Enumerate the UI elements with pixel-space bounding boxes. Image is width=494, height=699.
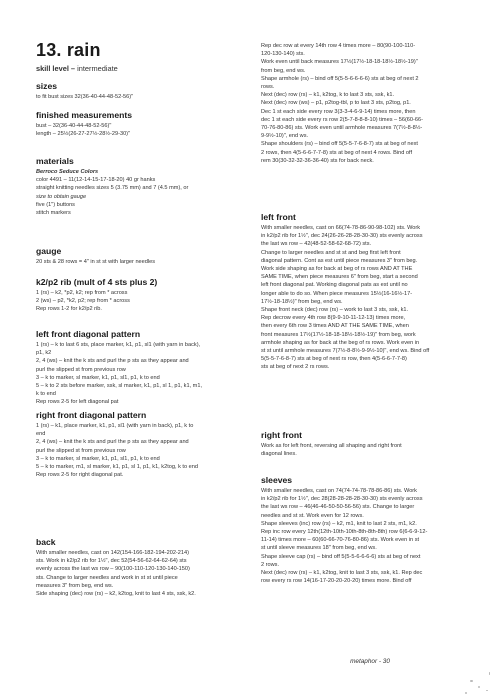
pattern-title: 13. rain: [36, 40, 101, 60]
scan-speck: [489, 672, 490, 675]
rib-line: Rep rows 1-2 for k2/p2 rib.: [36, 306, 102, 313]
sleeves-line: Next (dec) row (rs) – k1, k2tog, knit to last 3 sts, ssk, k1. Rep dec: [261, 570, 423, 577]
back-line: 9-9½-10)", end ws.: [261, 133, 309, 140]
left-diagonal-section: [36, 329, 246, 407]
sizes-heading: sizes: [36, 81, 58, 91]
sleeves-line: Shape sleeves (inc) row (rs) – k2, m1, knit to last 2 sts, m1, k2.: [261, 520, 417, 527]
back-line: 70-76-80-86) sts. Work even until armhole measures 7(7½-8-8½-: [261, 125, 423, 132]
left-front-line: diagonal pattern. Cont as est until piece measures 3" from beg.: [261, 257, 418, 264]
left-front-line: 5(5-5-7-6-8-7) sts at beg of next rs row, then 4(5-6-6-7-7-8): [261, 356, 407, 363]
right-diagonal-line: Rep rows 2-5 for right diagonal pat.: [36, 472, 124, 479]
material-line: color 4491 – 11(12-14-15-17-18-20) 40 gr hanks: [36, 177, 156, 184]
back-line: Next (dec) row (rs) – k1, k2tog, k to last 3 sts, ssk, k1.: [261, 92, 395, 99]
left-front-line: SAME TIME, when piece measures 6" from beg, start a second: [261, 274, 418, 281]
sleeves-line: row every rs row 14(16-17-20-20-20-20) times more. Bind off: [261, 578, 412, 585]
back-line: Shape armhole (rs) – bind off 5(5-5-6-6-6-6) sts at beg of next 2: [261, 75, 419, 82]
measurement-line: length – 25½(26-27-27½-28½-29-30)": [36, 131, 131, 138]
back-line: dec 1 st each side every rs row 2(5-7-8-8-8-10) times – 56(60-66-: [261, 116, 423, 123]
measurement-line: bust – 32(36-40-44-48-52-56)": [36, 123, 112, 129]
back-line: Shape shoulders (rs) – bind off 5(5-5-7-6-8-7) sts at beg of next: [261, 141, 418, 148]
back-line: rem 30(30-32-32-36-36-40) sts for back neck.: [261, 157, 374, 164]
page-footer: metaphor - 30: [350, 658, 390, 665]
sizes-section: [36, 81, 246, 101]
right-diagonal-section: [36, 410, 246, 479]
back-line: measures 3" from beg, end ws.: [36, 582, 114, 589]
scan-speck: [470, 680, 473, 682]
back-line: Dec 1 st each side every row 3(3-3-4-6-9-14) times more, then: [261, 108, 416, 115]
back-section: [36, 537, 246, 598]
material-line: size to obtain gauge: [36, 193, 87, 200]
gauge-heading: gauge: [36, 246, 62, 256]
left-front-line: left front diagonal pat. Working diagonal pats as est until no: [261, 282, 408, 289]
back-line: 120-130-140) sts.: [261, 51, 305, 58]
sleeves-line: 11-14) times more – 60(60-66-70-76-80-86) sts. Work even in st: [261, 537, 420, 544]
sleeves-line: in k2/p2 rib for 1½", dec 28(28-28-28-28-30-30) sts evenly across: [261, 496, 423, 503]
left-diagonal-line: 5 – k to 2 sts before marker, ssk, sl marker, k1, p1, sl 1, p1, k1, m1,: [36, 383, 203, 390]
title-block: [36, 40, 236, 73]
rib-heading: k2/p2 rib (mult of 4 sts plus 2): [36, 277, 158, 287]
back-line: from beg, end ws.: [261, 67, 306, 74]
scan-speck: [478, 686, 480, 688]
sleeves-line: st until sleeve measures 18" from beg, end ws.: [261, 545, 377, 552]
left-diagonal-line: 3 – k to marker, sl marker, k1, p1, sl1, p1, k to end: [36, 374, 160, 381]
right-diagonal-heading: right front diagonal pattern: [36, 410, 147, 420]
back-line: Next (dec) row (ws) – p1, p2tog-tbl, p to last 3 sts, p2tog, p1.: [261, 100, 411, 107]
sleeves-line: Rep inc row every 12th(12th-10th-10th-8th-8th-8th) row 6(6-6-9-12-: [261, 529, 428, 536]
back-line: 2 rows, then 4(5-6-6-7-7-8) sts at beg of next 4 rows. Bind off: [261, 149, 413, 156]
sleeves-line: the last ws row – 46(46-46-50-50-56-56) sts. Change to larger: [261, 504, 415, 511]
left-diagonal-line: Rep rows 2-5 for left diagonal pat: [36, 399, 119, 406]
right-diagonal-line: 1 (rs) – k1, place marker, k1, p1, sl1 (with yarn in back), p1, k to: [36, 423, 194, 429]
right-front-section: [261, 430, 474, 458]
back-line: sts. Work in k2/p2 rib for 1½", dec 52(54-56-62-64-62-64) sts: [36, 558, 187, 565]
back-heading: back: [36, 537, 56, 547]
material-line: stitch markers: [36, 210, 71, 217]
skill-value: intermediate: [77, 64, 118, 73]
sleeves-line: 2 rows.: [261, 561, 280, 568]
gauge-section: [36, 246, 246, 266]
left-diagonal-line: purl the slipped st from previous row: [36, 366, 126, 373]
materials-heading: materials: [36, 156, 74, 166]
left-diagonal-heading: left front diagonal pattern: [36, 329, 141, 339]
right-front-line: diagonal lines.: [261, 451, 297, 458]
left-front-line: sts at beg of next 2 rs rows.: [261, 364, 330, 371]
back-line: rows.: [261, 84, 275, 91]
sleeves-line: With smaller needles, cast on 74(74-74-78-78-86-86) sts. Work: [261, 488, 417, 494]
measurements-section: [36, 110, 246, 138]
back-continued-section: [261, 42, 474, 165]
sleeves-heading: sleeves: [261, 475, 293, 485]
skill-label: skill level: [36, 64, 69, 73]
left-front-line: front measures 17½(17½-18-18-18½-18½-19)" from beg, work: [261, 331, 416, 338]
right-front-heading: right front: [261, 430, 303, 440]
right-diagonal-line: 5 – k to marker, m1, sl marker, k1, p1, sl 1, p1, k1, k2tog, k to end: [36, 464, 198, 471]
materials-section: [36, 156, 246, 217]
sleeves-line: needles and st st. Work even for 12 rows.: [261, 512, 364, 519]
left-diagonal-line: p1, k2: [36, 350, 52, 357]
left-diagonal-line: k to end: [36, 391, 56, 398]
left-front-line: then every 6th row 3 times AND AT THE SAME TIME, when: [261, 323, 409, 330]
left-front-line: Change to larger needles and st st and beg first left front: [261, 249, 401, 256]
skill-level: skill level – intermediate: [36, 64, 118, 73]
rib-line: 1 (rs) – k2, *p2, k2; rep from * across: [36, 290, 128, 296]
back-line: Work even until back measures 17½(17½-18-18-18½-18½-19)": [261, 59, 418, 66]
material-line: five (1") buttons: [36, 201, 75, 208]
rib-line: 2 (ws) – p2, *k2, p2; rep from * across: [36, 298, 130, 305]
scan-speck: [465, 692, 467, 694]
sizes-line: to fit bust sizes 32(36-40-44-48-52-56)": [36, 94, 134, 100]
back-line: Side shaping (dec) row (rs) – k2, k2tog, knit to last 4 sts, ssk, k2.: [36, 591, 196, 598]
back-line: With smaller needles, cast on 142(154-166-182-194-202-214): [36, 550, 189, 556]
right-diagonal-line: 2, 4 (ws) – knit the k sts and purl the p sts as they appear and: [36, 439, 189, 446]
back-line: evenly across the last ws row – 90(100-110-120-130-140-150): [36, 566, 190, 573]
left-front-line: in k2/p2 rib for 1½", dec 24(26-26-28-28-30-30) sts evenly across: [261, 233, 423, 240]
left-front-line: the last ws row – 42(48-52-58-62-68-72) sts.: [261, 241, 372, 248]
right-front-line: Work as for left front, reversing all shaping and right front: [261, 443, 402, 449]
left-front-line: st st until armhole measures 7(7½-8-8½-9-9½-10)", end ws. Bind off: [261, 348, 430, 355]
left-front-line: 17½-18-18½)" from beg, end ws.: [261, 298, 343, 305]
left-diagonal-line: 2, 4 (ws) – knit the k sts and purl the p sts as they appear and: [36, 358, 189, 365]
scan-speck: [486, 690, 488, 691]
measurements-heading: finished measurements: [36, 110, 132, 120]
left-front-section: [261, 212, 474, 372]
back-line: sts. Change to larger needles and work in st st until piece: [36, 574, 178, 581]
right-diagonal-line: end: [36, 431, 46, 438]
yarn-name: Berroco Seduce Colors: [36, 169, 99, 175]
left-front-line: Shape front neck (dec) row (rs) – work to last 3 sts, ssk, k1.: [261, 307, 409, 314]
sleeves-line: Shape sleeve cap (rs) – bind off 5(5-5-6-6-6-6) sts at beg of next: [261, 553, 421, 560]
left-diagonal-line: 1 (rs) – k to last 6 sts, place marker, k1, p1, sl1 (with yarn in back),: [36, 342, 201, 348]
left-front-line: armhole shaping as for back at the beg of rs rows. Work even in: [261, 339, 420, 346]
back-line: Rep dec row at every 14th row 4 times more – 80(90-100-110-: [261, 43, 416, 49]
material-line: straight knitting needles sizes 5 (3.75 mm) and 7 (4.5 mm), or: [36, 185, 189, 192]
sleeves-section: [261, 475, 474, 585]
left-front-line: longer able to do so. When piece measures 15½(16-16½-17-: [261, 290, 413, 297]
gauge-line: 20 sts & 28 rows = 4" in st st with larger needles: [36, 259, 156, 265]
left-front-heading: left front: [261, 212, 296, 222]
rib-section: [36, 277, 246, 314]
left-front-line: Rep decrow every 4th row 8(9-9-10-11-12-13) times more,: [261, 315, 406, 322]
right-diagonal-line: 3 – k to marker, sl marker, k1, p1, sl1, p1, k to end: [36, 455, 160, 462]
right-diagonal-line: purl the slipped st from previous row: [36, 447, 126, 454]
left-front-line: With smaller needles, cast on 66(74-78-86-90-98-102) sts. Work: [261, 225, 421, 231]
left-front-line: Work side shaping as for back at beg of rs rows AND AT THE: [261, 266, 413, 273]
